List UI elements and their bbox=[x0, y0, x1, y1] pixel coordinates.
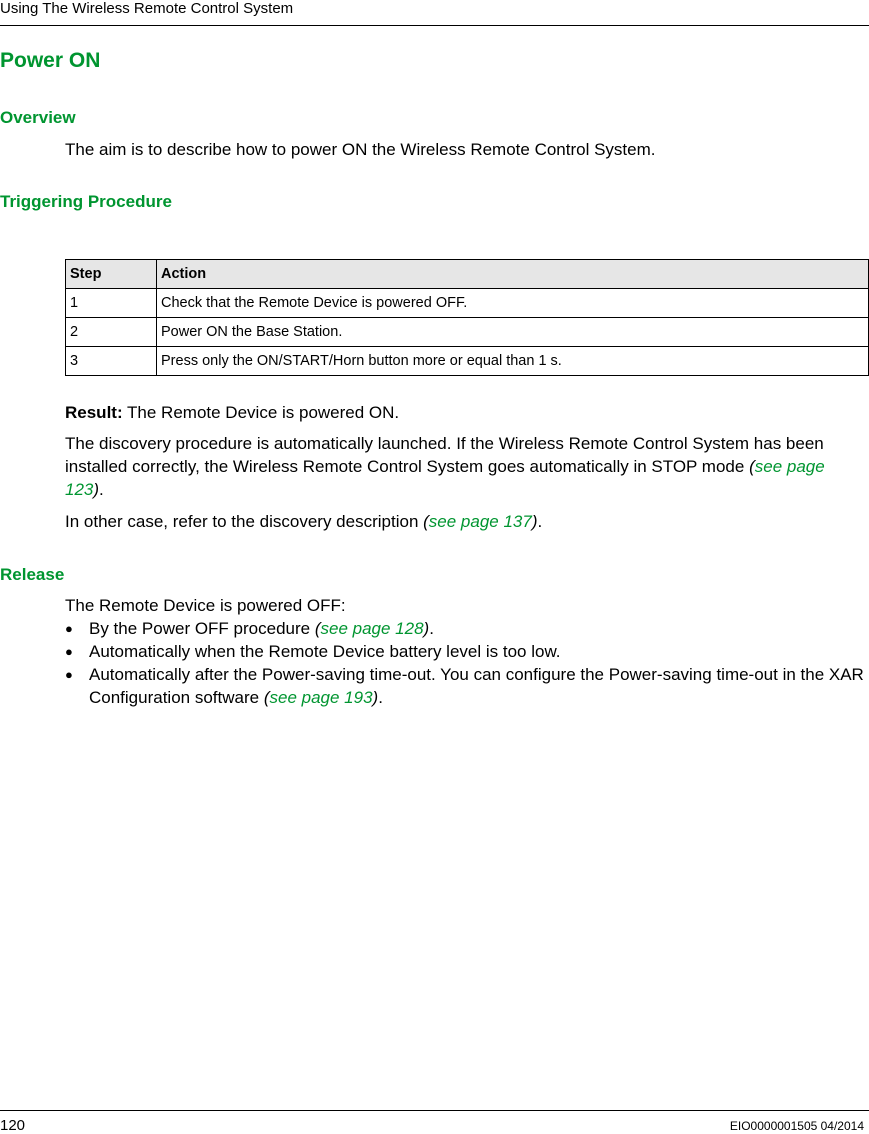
table-row bbox=[66, 289, 869, 318]
result-label: Result: bbox=[65, 403, 123, 422]
overview-heading: Overview bbox=[0, 108, 76, 127]
column-header-action: Action bbox=[157, 260, 869, 289]
result-paragraph bbox=[65, 401, 865, 424]
release-list bbox=[65, 617, 869, 709]
header-divider bbox=[0, 25, 869, 26]
other-case-text: In other case, refer to the discovery description bbox=[65, 512, 424, 531]
footer-divider bbox=[0, 1110, 869, 1111]
document-reference: EIO0000001505 04/2014 bbox=[729, 1119, 864, 1133]
running-header-title: Using The Wireless Remote Control System bbox=[0, 0, 294, 17]
release-heading: Release bbox=[0, 565, 65, 584]
list-item-text: By the Power OFF procedure bbox=[89, 619, 315, 638]
discovery-paragraph: The discovery procedure is automatically launched. If the Wireless Remote Control System has been installed correctly, the Wireless Remote Control System goes automatically in STOP mode (see page 123). bbox=[65, 434, 825, 499]
step-number: 3 bbox=[66, 347, 157, 376]
table-row bbox=[66, 347, 869, 376]
page-title: Power ON bbox=[0, 49, 101, 72]
see-page-123-link[interactable]: see page 123 bbox=[65, 457, 825, 499]
release-intro: The Remote Device is powered OFF: bbox=[65, 596, 346, 615]
other-case-paragraph: In other case, refer to the discovery description (see page 137). bbox=[65, 512, 543, 531]
list-item: ● Automatically after the Power-saving time-out. You can configure the Power-saving time-out in the XAR Configuration software (see page 193). bbox=[65, 665, 864, 707]
bullet-icon: ● bbox=[65, 621, 73, 636]
table-row bbox=[66, 318, 869, 347]
bullet-icon: ● bbox=[65, 667, 73, 682]
table-header-row bbox=[66, 260, 869, 289]
step-action: Check that the Remote Device is powered OFF. bbox=[157, 289, 869, 318]
step-action: Press only the ON/START/Horn button more or equal than 1 s. bbox=[157, 347, 869, 376]
see-page-193-link[interactable]: see page 193 bbox=[269, 688, 373, 707]
step-number: 2 bbox=[66, 318, 157, 347]
step-number: 1 bbox=[66, 289, 157, 318]
triggering-procedure-heading: Triggering Procedure bbox=[0, 192, 172, 211]
list-item bbox=[65, 640, 869, 663]
list-item-text: Automatically when the Remote Device battery level is too low. bbox=[89, 642, 561, 661]
list-item: ● By the Power OFF procedure (see page 128). bbox=[65, 619, 434, 638]
overview-text: The aim is to describe how to power ON the Wireless Remote Control System. bbox=[65, 140, 656, 159]
list-item-text: Automatically after the Power-saving time-out. You can configure the Power-saving time-out in the XAR Configuration software bbox=[89, 665, 864, 707]
see-page-128-link[interactable]: see page 128 bbox=[320, 619, 424, 638]
step-action: Power ON the Base Station. bbox=[157, 318, 869, 347]
page-number: 120 bbox=[0, 1117, 26, 1134]
bullet-icon: ● bbox=[65, 644, 73, 659]
see-page-137-link[interactable]: see page 137 bbox=[428, 512, 532, 531]
column-header-step: Step bbox=[66, 260, 157, 289]
procedure-table bbox=[65, 259, 869, 376]
discovery-text: The discovery procedure is automatically launched. If the Wireless Remote Control System has been installed correctly, the Wireless Remote Control System goes automatically in STOP mode bbox=[65, 434, 824, 476]
result-text: The Remote Device is powered ON. bbox=[122, 403, 400, 422]
